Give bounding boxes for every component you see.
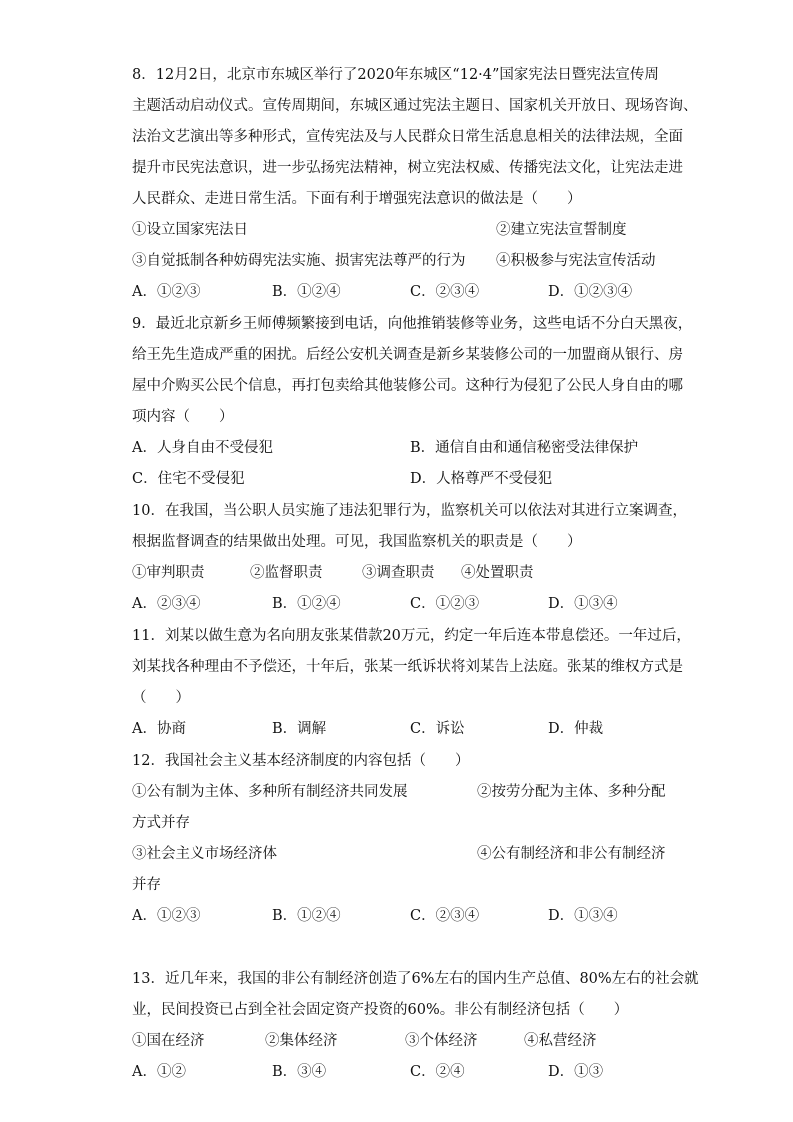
statement: ①国在经济 [132,1033,205,1049]
option-b: B．①②④ [272,284,341,300]
statement-continuation: 方式并存 [132,815,190,831]
question-8 [132,60,698,308]
statement-row [132,246,662,277]
options-row [132,433,662,464]
option-d: D．仲裁 [548,721,604,737]
option-c: C．②③④ [410,908,480,924]
statement-row [132,839,666,870]
option-c: C．②③④ [410,284,480,300]
option-b: B．③④ [272,1064,327,1080]
statement: ①审判职责 [132,565,205,581]
statement: ②建立宪法宣誓制度 [496,222,627,238]
option-c: C．住宅不受侵犯 [132,471,245,487]
option-d: D．人格尊严不受侵犯 [410,471,553,487]
question-10 [132,496,687,620]
question-stem-line: 主题活动启动仪式。宣传周期间，东城区通过宪法主题日、国家机关开放日、现场咨询、 [132,98,698,114]
option-a: A．人身自由不受侵犯 [132,440,273,456]
statement: ②集体经济 [265,1033,338,1049]
option-d: D．①③④ [548,908,618,924]
statement: ④积极参与宪法宣传活动 [496,253,656,269]
statement-row [132,777,666,808]
statement: ③调查职责 [362,565,435,581]
option-a: A．①② [132,1064,186,1080]
option-a: A．①②③ [132,908,201,924]
question-stem-line: 法治文艺演出等多种形式，宣传宪法及与人民群众日常生活息息相关的法律法规，全面 [132,129,683,145]
option-a: A．②③④ [132,596,201,612]
option-d: D．①③ [548,1064,604,1080]
question-11 [132,621,691,745]
question-stem-line: 11．刘某以做生意为名向朋友张某借款20万元，约定一年后连本带息偿还。一年过后， [132,628,691,644]
option-d: D．①③④ [548,596,618,612]
statement: ①公有制为主体、多种所有制经济共同发展 [132,784,408,800]
statement: ③个体经济 [405,1033,478,1049]
statement: ②按劳分配为主体、多种分配 [477,784,666,800]
option-c: C．诉讼 [410,721,465,737]
question-stem-line: 人民群众、走进日常生活。下面有利于增强宪法意识的做法是（ ） [132,191,582,207]
statement: ③社会主义市场经济体 [132,846,277,862]
question-12 [132,746,666,932]
option-d: D．①②③④ [548,284,633,300]
options-row [132,589,662,620]
question-stem-line: 10．在我国，当公职人员实施了违法犯罪行为，监察机关可以依法对其进行立案调查， [132,503,687,519]
option-c: C．①②③ [410,596,480,612]
question-stem-line: 提升市民宪法意识，进一步弘扬宪法精神，树立宪法权威、传播宪法文化，让宪法走进 [132,160,683,176]
question-stem-line: 给王先生造成严重的困扰。后经公安机关调查是新乡某装修公司的一加盟商从银行、房 [132,347,683,363]
question-stem-line: 刘某找各种理由不予偿还，十年后，张某一纸诉状将刘某告上法庭。张某的维权方式是 [132,659,683,675]
question-stem-line: 8．12月2日，北京市东城区举行了2020年东城区“12·4”国家宪法日暨宪法宣传周 [132,67,659,83]
question-stem-line: （ ） [132,690,190,706]
option-a: A．协商 [132,721,186,737]
question-stem-line: 项内容（ ） [132,409,234,425]
statement: ①设立国家宪法日 [132,222,248,238]
statement: ④处置职责 [461,565,534,581]
statement-row [132,215,662,246]
question-stem-line: 根据监督调查的结果做出处理。可见，我国监察机关的职责是（ ） [132,534,582,550]
question-stem-line: 业，民间投资已占到全社会固定资产投资的60%。非公有制经济包括（ ） [132,1002,629,1018]
question-stem-line: 屋中介购买公民个信息，再打包卖给其他装修公司。这种行为侵犯了公民人身自由的哪 [132,378,683,394]
statement-continuation: 并存 [132,877,161,893]
option-b: B．①②④ [272,596,341,612]
option-c: C．②④ [410,1064,465,1080]
question-9 [132,309,693,495]
option-b: B．调解 [272,721,327,737]
question-stem-line: 13．近几年来，我国的非公有制经济创造了6%左右的国内生产总值、80%左右的社会就 [132,971,699,987]
options-row [132,714,662,745]
question-stem-line: 12．我国社会主义基本经济制度的内容包括（ ） [132,753,470,769]
statement: ②监督职责 [250,565,323,581]
options-row [132,277,662,308]
options-row [132,464,662,495]
statement: ③自觉抵制各种妨碍宪法实施、损害宪法尊严的行为 [132,253,466,269]
options-row [132,1057,662,1088]
option-b: B．①②④ [272,908,341,924]
statement: ④私营经济 [524,1033,597,1049]
option-b: B．通信自由和通信秘密受法律保护 [410,440,639,456]
statement: ④公有制经济和非公有制经济 [477,846,666,862]
option-a: A．①②③ [132,284,201,300]
statement-row [132,558,662,589]
options-row [132,901,662,932]
statement-row [132,1026,662,1057]
question-13 [132,964,699,1088]
question-stem-line: 9．最近北京新乡王师傅频繁接到电话，向他推销装修等业务，这些电话不分白天黑夜， [132,316,693,332]
